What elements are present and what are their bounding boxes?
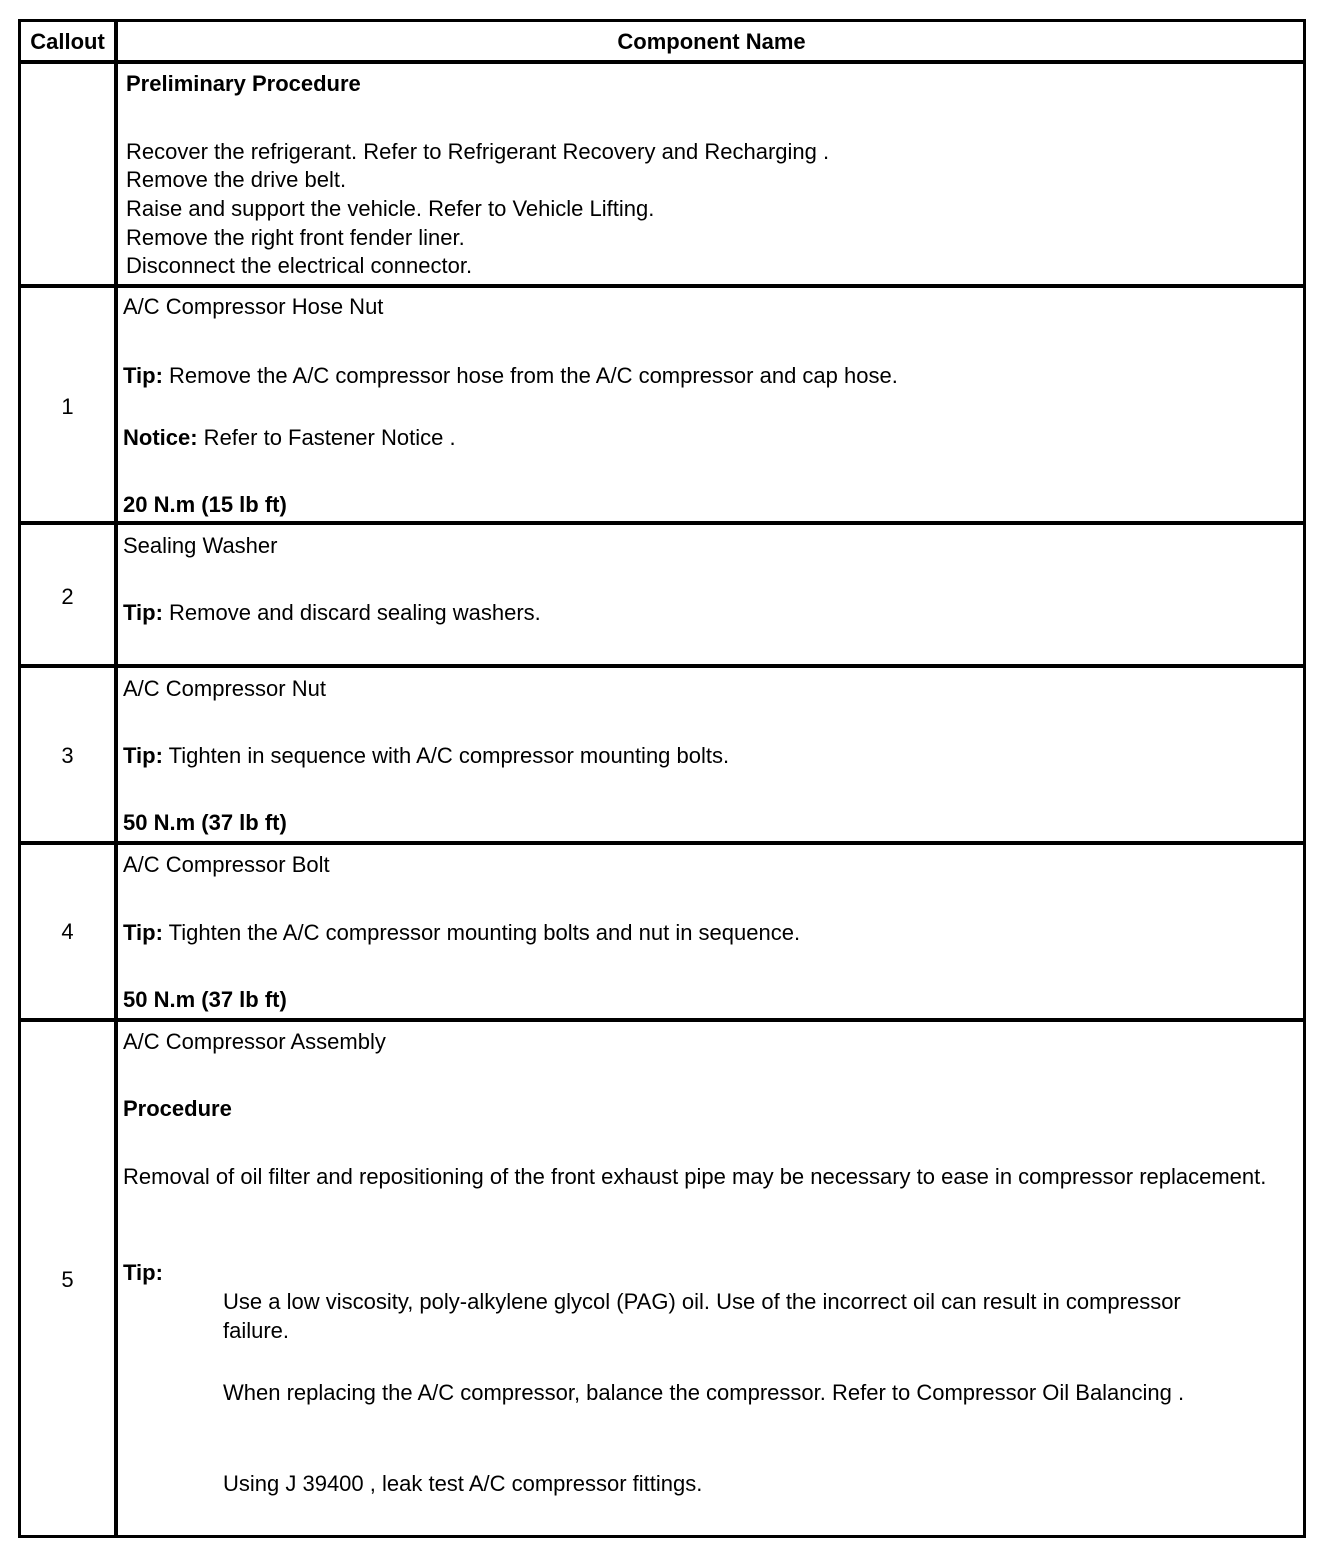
row-divider: [18, 664, 1306, 668]
torque-spec: 50 N.m (37 lb ft): [123, 810, 287, 835]
preliminary-step: Remove the right front fender liner.: [126, 225, 465, 250]
tip-body: Remove the A/C compressor hose from the A/C compressor and cap hose.: [162, 363, 898, 388]
preliminary-title: Preliminary Procedure: [126, 71, 361, 96]
callout-number: 4: [61, 919, 74, 944]
preliminary-step: Remove the drive belt.: [126, 167, 347, 192]
callout-number: 5: [61, 1267, 74, 1292]
row-divider: [18, 521, 1306, 525]
torque-spec: 20 N.m (15 lb ft): [123, 492, 287, 517]
row-divider: [18, 60, 1306, 64]
tip-body: Tighten in sequence with A/C compressor mounting bolts.: [162, 743, 730, 768]
tip-label: Tip:: [123, 1260, 163, 1285]
tip-body: Remove and discard sealing washers.: [162, 600, 541, 625]
tip-label: Tip:: [123, 920, 163, 945]
procedure-label: Procedure: [123, 1096, 232, 1121]
tip-item: Use a low viscosity, poly-alkylene glycol (PAG) oil. Use of the incorrect oil can result in compressor failure.: [223, 1289, 1181, 1343]
callout-number: 1: [61, 394, 74, 419]
preliminary-step: Recover the refrigerant. Refer to Refrigerant Recovery and Recharging .: [126, 139, 830, 164]
component-name: Sealing Washer: [123, 533, 278, 558]
tip-label: Tip:: [123, 600, 163, 625]
notice-text: [123, 425, 456, 451]
tip-body: Tighten the A/C compressor mounting bolts and nut in sequence.: [162, 920, 801, 945]
component-name: A/C Compressor Hose Nut: [123, 294, 384, 319]
row-divider: [18, 841, 1306, 845]
tip-item: When replacing the A/C compressor, balance the compressor. Refer to Compressor Oil Balancing .: [223, 1380, 1185, 1405]
tip-text: [123, 600, 541, 626]
tip-text: [123, 363, 898, 389]
header-callout: Callout: [30, 29, 105, 54]
callout-number: 3: [61, 743, 74, 768]
notice-body: Refer to Fastener Notice .: [197, 425, 456, 450]
torque-spec: 50 N.m (37 lb ft): [123, 987, 287, 1012]
tip-label: Tip:: [123, 363, 163, 388]
component-name: A/C Compressor Bolt: [123, 852, 330, 877]
tip-text: [123, 920, 800, 946]
tip-text: [123, 743, 729, 769]
callout-number: 2: [61, 584, 74, 609]
procedure-text: Removal of oil filter and repositioning of the front exhaust pipe may be necessary to ease in compressor replacement.: [123, 1164, 1267, 1189]
row-divider: [18, 1018, 1306, 1022]
preliminary-step: Raise and support the vehicle. Refer to Vehicle Lifting.: [126, 196, 655, 221]
notice-label: Notice:: [123, 425, 198, 450]
preliminary-step: Disconnect the electrical connector.: [126, 253, 473, 278]
component-name: A/C Compressor Assembly: [123, 1029, 386, 1054]
component-name: A/C Compressor Nut: [123, 676, 326, 701]
tip-item: Using J 39400 , leak test A/C compressor fittings.: [223, 1471, 703, 1496]
tip-label: Tip:: [123, 743, 163, 768]
column-divider: [114, 19, 118, 1538]
row-divider: [18, 284, 1306, 288]
header-component-name: Component Name: [617, 29, 806, 54]
